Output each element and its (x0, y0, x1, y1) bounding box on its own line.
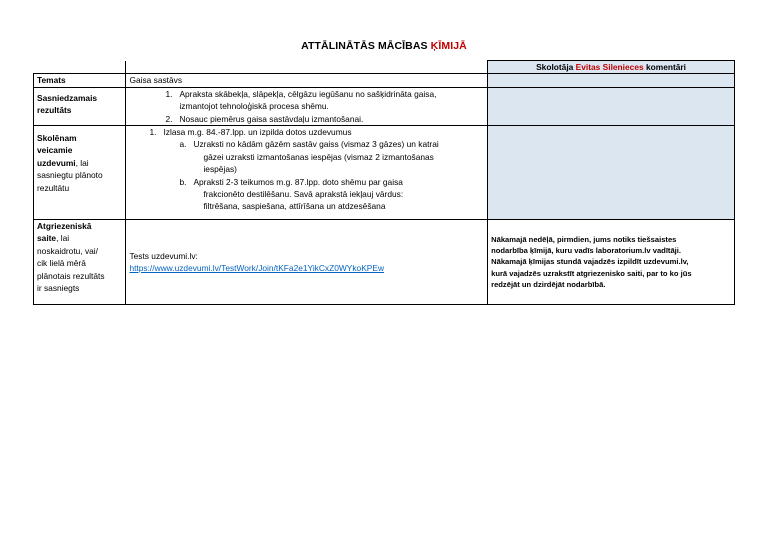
label-line: Skolēnam (37, 133, 77, 144)
label-line: noskaidrotu, vai/ (37, 245, 98, 256)
rezultats-comment (488, 87, 735, 125)
table-header-row (34, 61, 735, 74)
list-item: 1. Izlasa m.g. 84.-87.lpp. un izpilda dotos uzdevumus (149, 127, 352, 138)
sub-list-continuation: gāzei uzraksti izmantošanas iespējas (vismaz 2 izmantošanas (203, 151, 434, 162)
comment-line: nodarbība ķīmijā, kuru vadīs laboratorium.lv vadītāji. (491, 245, 682, 255)
list-item-continuation: izmantojot tehnoloģiskā procesa shēmu. (179, 101, 329, 112)
uzdevumi-label (34, 126, 126, 220)
sub-list-item: a. Uzraksti no kādām gāzēm sastāv gaiss (vismaz 3 gāzes) un katrai (179, 139, 439, 150)
label-line: ir sasniegts (37, 283, 80, 294)
label-line: rezultāts (37, 105, 72, 116)
rezultats-content (126, 87, 488, 125)
temats-value: Gaisa sastāvs (126, 74, 488, 87)
page-title (0, 40, 768, 52)
label-line: uzdevumi, lai (37, 157, 89, 168)
sub-list-item: b. Apraksti 2-3 teikumos m.g. 87.lpp. doto shēmu par gaisa (179, 176, 403, 187)
label-line: rezultātu (37, 182, 70, 193)
empty-cell (126, 61, 488, 74)
header-prefix: Skolotāja (536, 62, 576, 72)
title-prefix: ATTĀLINĀTĀS MĀCĪBAS (301, 40, 431, 52)
sub-list-continuation: frakcionēto destilēšanu. Savā aprakstā iekļauj vārdus: (203, 189, 404, 200)
table-row (34, 87, 735, 125)
header-suffix: komentāri (643, 62, 686, 72)
table-row (34, 126, 735, 220)
label-line: cik lielā mērā (37, 258, 86, 269)
teacher-comments-header (488, 61, 735, 74)
table-row (34, 74, 735, 87)
label-line: saite, lai (37, 233, 70, 244)
label-line: veicamie (37, 145, 73, 156)
empty-cell (34, 61, 126, 74)
sub-list-continuation: iespējas) (203, 164, 237, 175)
comment-line: kurā vajadzēs uzrakstīt atgriezenisko saiti, par to ko jūs (491, 268, 692, 278)
saite-label (34, 220, 126, 305)
label-line: plānotais rezultāts (37, 270, 105, 281)
teacher-name: Evitas Silenieces (575, 62, 644, 72)
list-item: 2. Nosauc piemērus gaisa sastāvdaļu izmantošanai. (165, 113, 364, 124)
comment-line: Nākamajā ķīmijas stundā vajadzēs izpildīt uzdevumi.lv, (491, 257, 689, 267)
title-subject: ĶĪMIJĀ (430, 40, 467, 52)
rezultats-label (34, 87, 126, 125)
uzdevumi-content (126, 126, 488, 220)
label-line: sasniegtu plānoto (37, 170, 103, 181)
sub-list-continuation: filtrēšana, saspiešana, attīrīšana un atdzesēšana (203, 201, 386, 212)
comment-line: Nākamajā nedēļā, pirmdien, jums notiks tiešsaistes (491, 234, 677, 244)
saite-comment (488, 220, 735, 305)
comment-line: redzējāt un dzirdējāt nodarbībā. (491, 280, 606, 290)
label-line: Atgriezeniskā (37, 221, 92, 232)
label-line: Sasniedzamais (37, 92, 98, 103)
temats-label: Temats (34, 74, 126, 87)
table-row (34, 220, 735, 305)
tests-link[interactable]: https://www.uzdevumi.lv/TestWork/Join/tKFa2e1YikCxZ0WYkoKPEw (129, 263, 385, 274)
lesson-table (33, 60, 735, 305)
list-item: 1. Apraksta skābekļa, slāpekļa, cēlgāzu iegūšanu no sašķidrināta gaisa, (165, 88, 437, 99)
temats-comment (488, 74, 735, 87)
tests-label: Tests uzdevumi.lv: (129, 250, 198, 261)
uzdevumi-comment (488, 126, 735, 220)
saite-content (126, 220, 488, 305)
